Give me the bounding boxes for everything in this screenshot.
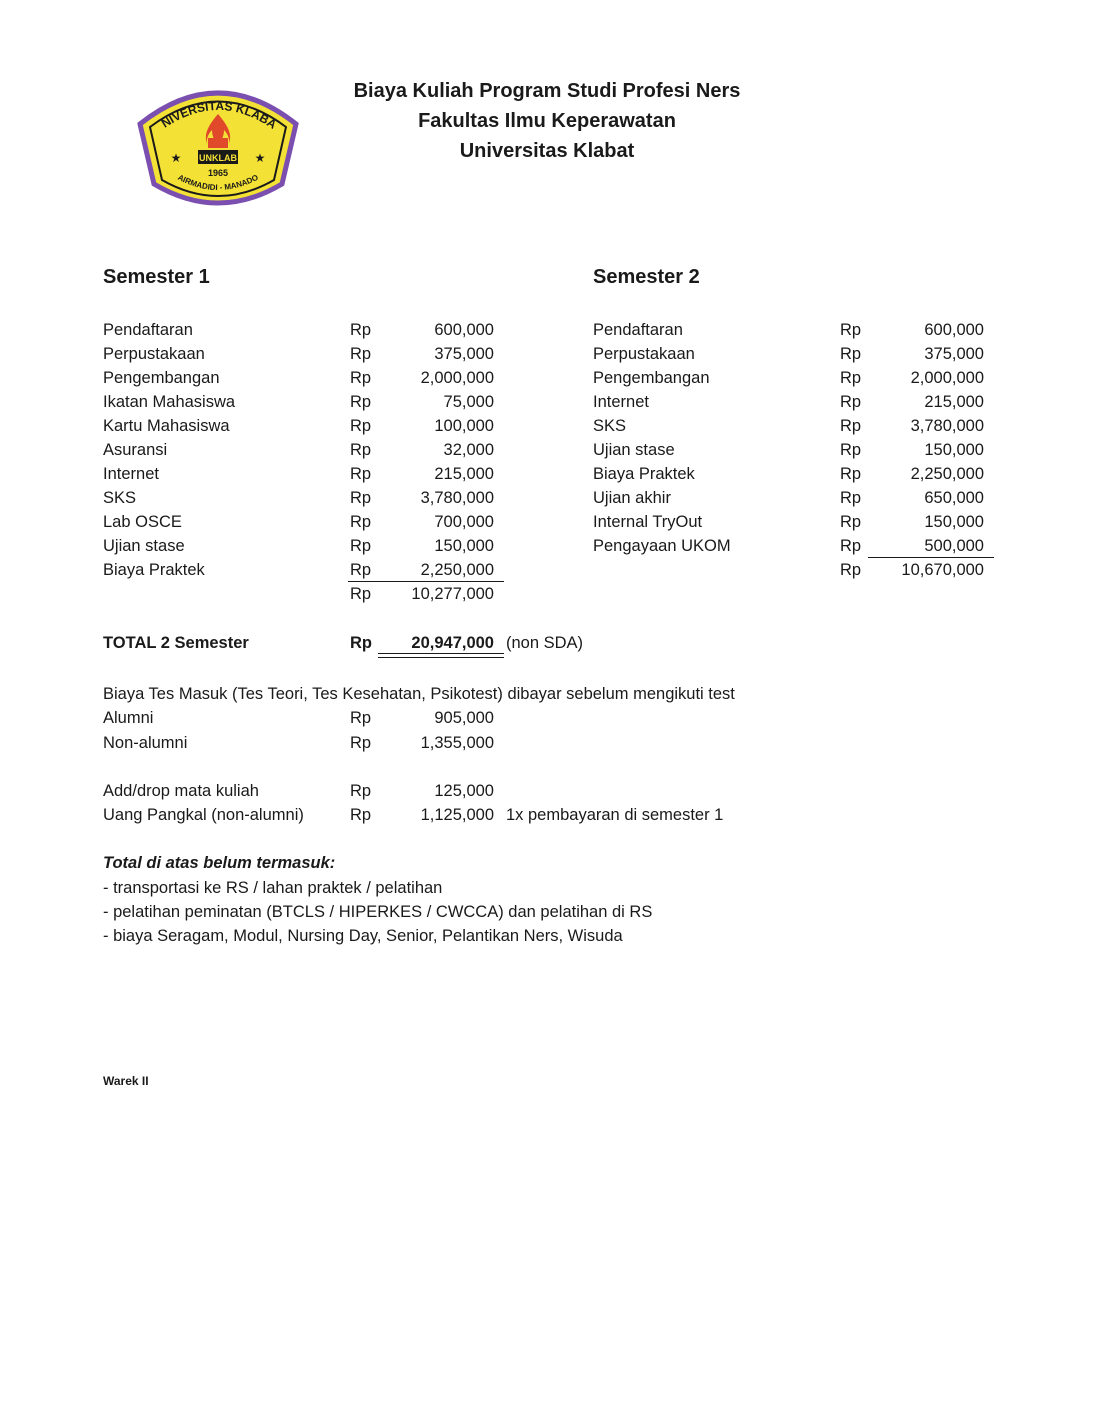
fee-amount: 32,000 (443, 441, 494, 459)
fee-label: Pendaftaran (593, 321, 683, 339)
currency-label: Rp (350, 441, 372, 459)
fee-amount: 2,250,000 (420, 561, 494, 579)
table-row (593, 318, 993, 342)
total-double-rule (378, 653, 504, 658)
semester1-heading: Semester 1 (103, 266, 210, 288)
fee-label: Kartu Mahasiswa (103, 417, 230, 435)
fee-amount: 150,000 (434, 537, 494, 555)
fee-label: Asuransi (103, 441, 168, 459)
total-amount: 20,947,000 (411, 634, 494, 652)
table-row (103, 318, 503, 342)
fee-amount: 3,780,000 (420, 489, 494, 507)
semester1-subtotal: 10,277,000 (411, 585, 494, 603)
fee-label: SKS (593, 417, 627, 435)
currency-label: Rp (840, 393, 862, 411)
fee-amount: 600,000 (924, 321, 984, 339)
table-row (593, 510, 993, 534)
currency-label: Rp (350, 734, 372, 752)
table-row (593, 414, 993, 438)
fee-label: Internet (593, 393, 649, 411)
table-row (103, 342, 503, 366)
subtotal-row (593, 558, 993, 582)
semester2-heading: Semester 2 (593, 266, 700, 288)
document-title-line1: Biaya Kuliah Program Studi Profesi Ners (353, 80, 741, 102)
table-row (103, 390, 503, 414)
fee-label: Biaya Praktek (103, 561, 205, 579)
total-note: (non SDA) (506, 634, 584, 652)
table-row (103, 486, 503, 510)
logo-ring-text: NIVERSITAS KLABA (158, 98, 279, 132)
table-row (103, 779, 803, 803)
currency-label: Rp (350, 345, 372, 363)
currency-label: Rp (350, 806, 372, 824)
currency-label: Rp (840, 513, 862, 531)
document-title-line2: Fakultas Ilmu Keperawatan (418, 110, 676, 132)
semester2-table (593, 318, 993, 598)
entrance-test-description: Biaya Tes Masuk (Tes Teori, Tes Kesehatan, Psikotest) dibayar sebelum mengikuti test (103, 685, 735, 703)
table-row (103, 462, 503, 486)
svg-text:★: ★ (170, 151, 182, 165)
document-title-line3: Universitas Klabat (459, 140, 635, 162)
currency-label: Rp (840, 537, 862, 555)
currency-label: Rp (840, 369, 862, 387)
exclusion-item: - biaya Seragam, Modul, Nursing Day, Senior, Pelantikan Ners, Wisuda (103, 927, 623, 945)
table-row (103, 706, 503, 730)
fee-amount: 75,000 (443, 393, 494, 411)
semester1-table (103, 318, 503, 618)
fee-amount: 150,000 (924, 513, 984, 531)
fee-label: Ujian akhir (593, 489, 671, 507)
currency-label: Rp (350, 489, 372, 507)
fee-amount: 375,000 (434, 345, 494, 363)
currency-label: Rp (350, 537, 372, 555)
fee-label: Ujian stase (103, 537, 185, 555)
fee-label: Add/drop mata kuliah (103, 782, 259, 800)
currency-label: Rp (350, 709, 372, 727)
logo-name: UNKLAB (199, 153, 237, 163)
fee-amount: 600,000 (434, 321, 494, 339)
table-row (593, 534, 993, 558)
total-label: TOTAL 2 Semester (103, 634, 249, 652)
currency-label: Rp (840, 321, 862, 339)
logo-location: AIRMADIDI - MANADO (176, 172, 260, 193)
fee-amount: 2,000,000 (910, 369, 984, 387)
fee-label: Biaya Praktek (593, 465, 695, 483)
fee-amount: 905,000 (434, 709, 494, 727)
fee-amount: 1,125,000 (420, 806, 494, 824)
fee-note: 1x pembayaran di semester 1 (506, 806, 724, 824)
svg-text:★: ★ (254, 151, 266, 165)
fee-label: Alumni (103, 709, 154, 727)
fee-amount: 150,000 (924, 441, 984, 459)
currency-label: Rp (350, 369, 372, 387)
table-row (103, 366, 503, 390)
fee-amount: 375,000 (924, 345, 984, 363)
fee-amount: 215,000 (924, 393, 984, 411)
fee-amount: 215,000 (434, 465, 494, 483)
currency-label: Rp (840, 345, 862, 363)
fee-label: Pendaftaran (103, 321, 193, 339)
fee-label: Internal TryOut (593, 513, 703, 531)
currency-label: Rp (350, 585, 372, 603)
fee-label: Perpustakaan (103, 345, 205, 363)
currency-label: Rp (350, 782, 372, 800)
logo-year: 1965 (207, 168, 229, 178)
fee-amount: 125,000 (434, 782, 494, 800)
fee-amount: 3,780,000 (910, 417, 984, 435)
signature-label: Warek II (103, 1074, 149, 1088)
exclusion-item: - pelatihan peminatan (BTCLS / HIPERKES / CWCCA) dan pelatihan di RS (103, 903, 653, 921)
fee-label: Uang Pangkal (non-alumni) (103, 806, 304, 824)
university-logo (132, 72, 304, 214)
fee-label: Pengembangan (593, 369, 710, 387)
table-row (593, 462, 993, 486)
fee-label: Pengayaan UKOM (593, 537, 731, 555)
fee-amount: 650,000 (924, 489, 984, 507)
fee-label: Non-alumni (103, 734, 188, 752)
currency-label: Rp (350, 513, 372, 531)
currency-label: Rp (350, 634, 372, 652)
fee-amount: 2,000,000 (420, 369, 494, 387)
currency-label: Rp (840, 441, 862, 459)
exclusions-heading: Total di atas belum termasuk: (103, 854, 336, 872)
fee-label: SKS (103, 489, 137, 507)
table-row (103, 414, 503, 438)
table-row (593, 366, 993, 390)
currency-label: Rp (840, 417, 862, 435)
currency-label: Rp (840, 465, 862, 483)
table-row (593, 342, 993, 366)
fee-amount: 500,000 (924, 537, 984, 555)
total-row (103, 631, 663, 655)
currency-label: Rp (350, 561, 372, 579)
currency-label: Rp (350, 417, 372, 435)
table-row (103, 510, 503, 534)
table-row (593, 486, 993, 510)
currency-label: Rp (840, 561, 862, 579)
fee-amount: 100,000 (434, 417, 494, 435)
fee-label: Perpustakaan (593, 345, 695, 363)
table-row (103, 731, 503, 755)
fee-label: Ikatan Mahasiswa (103, 393, 236, 411)
subtotal-row (103, 582, 503, 606)
table-row (593, 390, 993, 414)
table-row (103, 803, 803, 827)
exclusion-item: - transportasi ke RS / lahan praktek / pelatihan (103, 879, 443, 897)
semester2-subtotal: 10,670,000 (901, 561, 984, 579)
fee-amount: 2,250,000 (910, 465, 984, 483)
table-row (593, 438, 993, 462)
fee-label: Pengembangan (103, 369, 220, 387)
fee-amount: 1,355,000 (420, 734, 494, 752)
currency-label: Rp (840, 489, 862, 507)
table-row (103, 534, 503, 558)
fee-label: Lab OSCE (103, 513, 182, 531)
currency-label: Rp (350, 465, 372, 483)
fee-amount: 700,000 (434, 513, 494, 531)
table-row (103, 558, 503, 582)
currency-label: Rp (350, 321, 372, 339)
fee-label: Internet (103, 465, 159, 483)
table-row (103, 438, 503, 462)
currency-label: Rp (350, 393, 372, 411)
fee-label: Ujian stase (593, 441, 675, 459)
